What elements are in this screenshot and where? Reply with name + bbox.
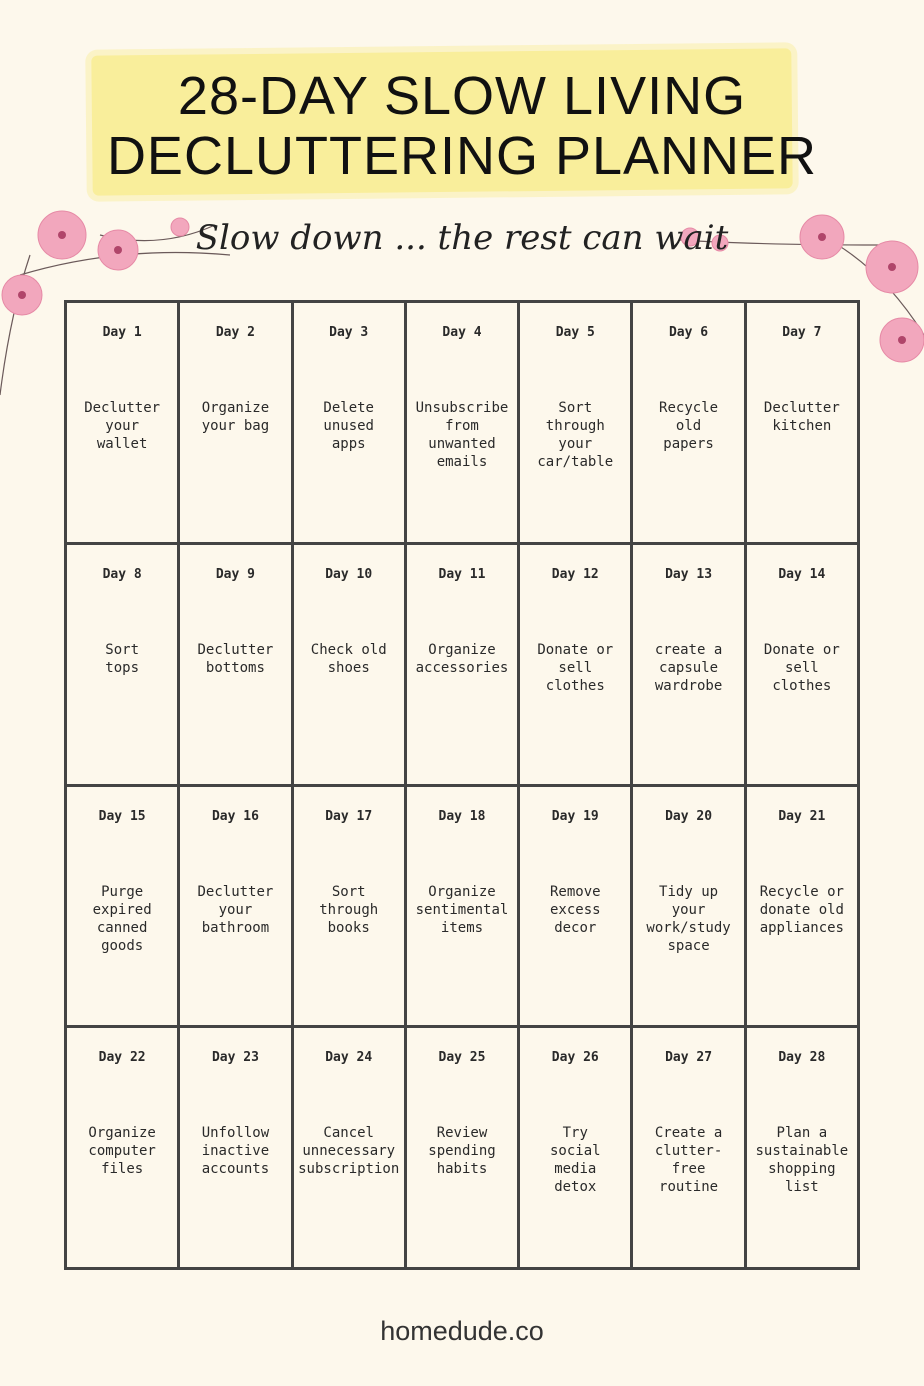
day-task: Delete unused apps bbox=[323, 400, 374, 452]
day-cell bbox=[520, 545, 633, 787]
day-label: Day 24 bbox=[325, 1050, 373, 1066]
day-task: Unfollow inactive accounts bbox=[201, 1125, 270, 1178]
day-task: Unsubscribe from unwanted emails bbox=[415, 400, 509, 470]
day-label: Day 6 bbox=[668, 325, 709, 340]
day-label: Day 20 bbox=[665, 808, 713, 824]
day-cell bbox=[67, 787, 180, 1029]
day-label: Day 13 bbox=[665, 566, 713, 582]
day-cell bbox=[67, 1028, 180, 1270]
day-label: Day 27 bbox=[665, 1050, 713, 1066]
day-task: Donate or sell clothes bbox=[537, 641, 614, 694]
day-label: Day 17 bbox=[325, 808, 373, 824]
page-title-line1: 28-DAY SLOW LIVING bbox=[177, 66, 747, 126]
day-cell bbox=[294, 1028, 407, 1270]
day-cell bbox=[747, 1028, 860, 1270]
day-label: Day 3 bbox=[329, 325, 369, 340]
page-subtitle: Slow down ... the rest can wait bbox=[195, 218, 729, 258]
day-cell bbox=[633, 787, 746, 1029]
day-label: Day 16 bbox=[211, 808, 259, 824]
day-label: Day 12 bbox=[551, 566, 599, 582]
footer-website: homedude.co bbox=[380, 1316, 544, 1346]
day-task: Sort through your car/table bbox=[537, 400, 614, 470]
day-task: Declutter kitchen bbox=[763, 400, 840, 434]
day-cell bbox=[633, 1028, 746, 1270]
day-label: Day 2 bbox=[215, 325, 255, 340]
day-label: Day 1 bbox=[102, 325, 142, 340]
day-cell bbox=[67, 545, 180, 787]
page-title-line2: DECLUTTERING PLANNER bbox=[106, 126, 818, 186]
day-task: Check old shoes bbox=[310, 641, 387, 676]
day-task: Plan a sustainable shopping list bbox=[755, 1125, 849, 1196]
day-cell bbox=[747, 787, 860, 1029]
day-task: Recycle or donate old appliances bbox=[759, 883, 844, 936]
day-cell bbox=[180, 545, 293, 787]
day-cell bbox=[180, 787, 293, 1029]
day-task: Declutter bottoms bbox=[197, 641, 274, 676]
day-label: Day 11 bbox=[438, 566, 486, 582]
day-label: Day 9 bbox=[215, 566, 255, 582]
day-cell bbox=[294, 545, 407, 787]
day-task: Sort through books bbox=[319, 883, 379, 936]
day-label: Day 7 bbox=[782, 325, 822, 340]
day-task: Purge expired canned goods bbox=[92, 883, 152, 954]
day-cell bbox=[407, 303, 520, 545]
day-label: Day 15 bbox=[98, 808, 146, 824]
day-cell bbox=[520, 303, 633, 545]
day-label: Day 8 bbox=[102, 566, 142, 582]
day-label: Day 23 bbox=[211, 1050, 259, 1066]
day-cell bbox=[520, 1028, 633, 1270]
day-cell bbox=[747, 303, 860, 545]
day-label: Day 22 bbox=[98, 1050, 146, 1066]
day-cell bbox=[747, 545, 860, 787]
day-cell bbox=[67, 303, 180, 545]
day-cell bbox=[294, 303, 407, 545]
day-task: Organize accessories bbox=[415, 641, 509, 676]
day-task: Cancel unnecessary subscription bbox=[298, 1125, 400, 1178]
day-task: Declutter your bathroom bbox=[197, 883, 274, 936]
day-task: Organize your bag bbox=[201, 400, 270, 434]
day-task: Sort tops bbox=[105, 641, 139, 676]
day-cell bbox=[180, 1028, 293, 1270]
day-task: Declutter your wallet bbox=[84, 400, 161, 452]
planner-grid bbox=[64, 300, 860, 1270]
day-label: Day 18 bbox=[438, 808, 486, 824]
day-cell bbox=[180, 303, 293, 545]
day-label: Day 21 bbox=[778, 808, 826, 824]
day-cell bbox=[633, 545, 746, 787]
day-label: Day 5 bbox=[555, 325, 595, 340]
day-task: create a capsule wardrobe bbox=[654, 641, 723, 694]
day-label: Day 26 bbox=[551, 1050, 599, 1066]
day-cell bbox=[407, 545, 520, 787]
day-task: Create a clutter- free routine bbox=[654, 1125, 723, 1196]
day-label: Day 14 bbox=[778, 566, 826, 582]
day-cell bbox=[294, 787, 407, 1029]
day-task: Try social media detox bbox=[549, 1125, 601, 1196]
day-cell bbox=[407, 787, 520, 1029]
day-cell bbox=[520, 787, 633, 1029]
day-label: Day 28 bbox=[778, 1050, 826, 1066]
day-label: Day 4 bbox=[442, 325, 482, 340]
day-label: Day 25 bbox=[438, 1050, 486, 1066]
day-label: Day 10 bbox=[325, 566, 373, 582]
day-task: Recycle old papers bbox=[659, 400, 719, 452]
day-task: Remove excess decor bbox=[549, 883, 601, 936]
day-task: Organize computer files bbox=[88, 1125, 156, 1178]
day-cell bbox=[407, 1028, 520, 1270]
day-label: Day 19 bbox=[551, 808, 599, 824]
day-task: Donate or sell clothes bbox=[763, 641, 840, 694]
day-task: Tidy up your work/study space bbox=[646, 883, 731, 954]
day-cell bbox=[633, 303, 746, 545]
day-task: Organize sentimental items bbox=[415, 883, 509, 936]
day-task: Review spending habits bbox=[428, 1125, 496, 1178]
